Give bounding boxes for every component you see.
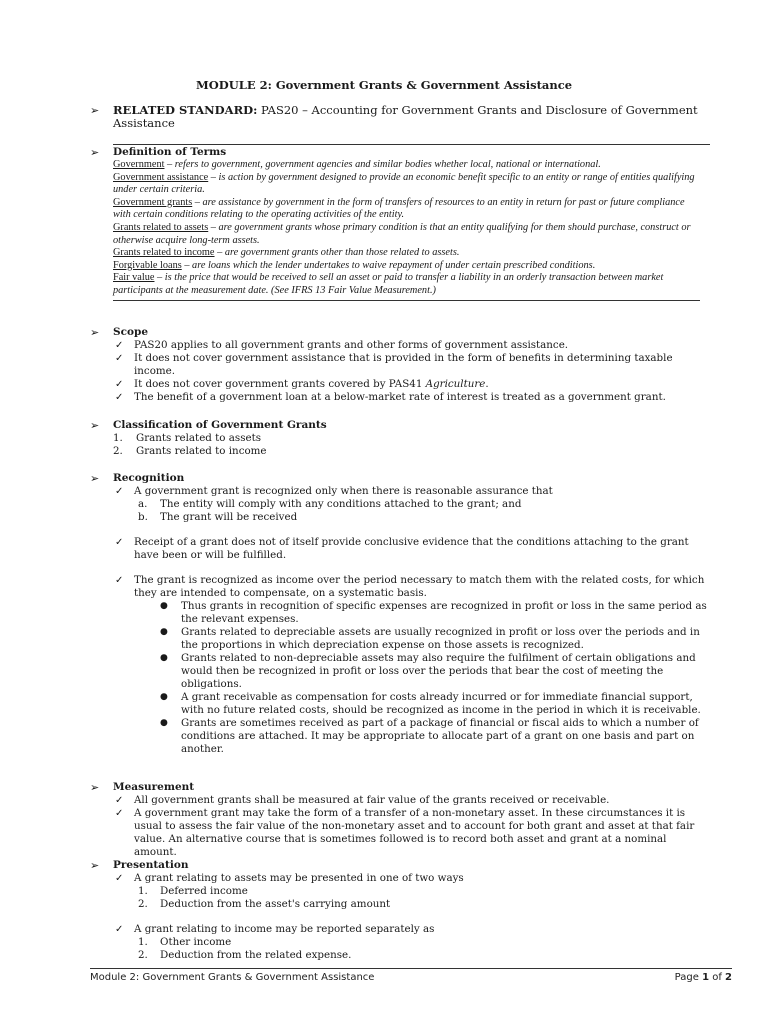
check-icon: ✓ — [115, 353, 124, 364]
related-standard-text: PAS20 – Accounting for Government Grants and Disclosure of Government Assistance — [113, 103, 698, 130]
definition-text: – are assistance by government in the form of transfers of resources to an entity in return for past or future compliance with certain conditions relating to the operating activities of the entity. — [113, 196, 685, 221]
definition-term: Government assistance — [113, 171, 209, 183]
presentation-subitem: 2. Deduction from the related expense. — [138, 949, 352, 961]
bullet-icon: ● — [160, 718, 168, 728]
measurement-heading: Measurement — [113, 781, 195, 793]
measurement-item: ✓ All government grants shall be measured at fair value of the grants received or receivable. — [115, 794, 610, 806]
recognition-bullet: ● Grants related to non-depreciable assets may also require the fulfilment of certain obligations and would then be recognized in profit or loss over the periods that bear the cost of meeting the obligations. — [160, 652, 696, 690]
recognition-item: ✓ The grant is recognized as income over the period necessary to match them with the related costs, for which they are intended to compensate, on a systematic basis. — [115, 574, 705, 599]
definition-term: Government grants — [113, 196, 193, 208]
page-footer — [90, 968, 732, 983]
related-standard-label: RELATED STANDARD: — [113, 103, 258, 117]
page-number: Page 1 of 2 — [674, 972, 732, 983]
page-title: MODULE 2: Government Grants & Government Assistance — [195, 78, 573, 92]
presentation-subitem: 1. Deferred income — [138, 885, 248, 897]
check-icon: ✓ — [115, 795, 124, 806]
scope-item: ✓ It does not cover government assistance that is provided in the form of benefits in determining taxable income. — [115, 352, 673, 377]
recognition-section — [90, 472, 710, 756]
arrow-bullet-icon: ➢ — [90, 781, 100, 794]
presentation-section — [90, 859, 710, 962]
check-icon: ✓ — [115, 486, 124, 497]
classification-item: 2. Grants related to income — [113, 445, 267, 457]
definition-term: Forgivable loans — [113, 259, 182, 271]
recognition-bullet: ● A grant receivable as compensation for costs already incurred or for immediate financial support, with no future related costs, should be recognized as income in the period in which it is receivable. — [160, 691, 701, 716]
definition-text: – are government grants whose primary condition is that an entity qualifying for them should purchase, construct or otherwise acquire long-term assets. — [113, 221, 691, 246]
recognition-bullet: ● Grants are sometimes received as part of a package of financial or fiscal aids to which a number of conditions are attached. It may be appropriate to allocate part of a grant on one basis and part on another. — [160, 717, 699, 755]
definition-term: Government — [113, 159, 165, 170]
check-icon: ✓ — [115, 340, 124, 351]
bullet-icon: ● — [160, 627, 168, 637]
related-standard-section — [90, 104, 710, 130]
arrow-bullet-icon: ➢ — [90, 472, 100, 485]
presentation-subitem: 2. Deduction from the asset's carrying amount — [138, 898, 391, 910]
recognition-subitem: a. The entity will comply with any conditions attached to the grant; and — [138, 498, 522, 510]
bullet-icon: ● — [160, 601, 168, 611]
scope-heading: Scope — [113, 326, 149, 338]
scope-item: ✓ The benefit of a government loan at a below-market rate of interest is treated as a government grant. — [115, 391, 666, 403]
scope-item: ✓ PAS20 applies to all government grants and other forms of government assistance. — [115, 339, 569, 351]
measurement-item: ✓ A government grant may take the form of a transfer of a non-monetary asset. In these circumstances it is usual to assess the fair value of the non-monetary asset and to account for both grant and asset at that fair value. An alternative course that is sometimes followed is to record both asset and grant at a nominal amount. — [115, 807, 695, 858]
scope-item: ✓ It does not cover government grants covered by PAS41 Agriculture. — [115, 378, 489, 390]
arrow-bullet-icon: ➢ — [90, 859, 100, 872]
recognition-item: ✓ A government grant is recognized only when there is reasonable assurance that — [115, 485, 553, 497]
classification-section — [90, 419, 710, 458]
measurement-section — [90, 781, 710, 859]
presentation-item: ✓ A grant relating to assets may be presented in one of two ways — [115, 872, 464, 884]
definition-text: – is action by government designed to provide an economic benefit specific to an entity or range of entities qualifying under certain criteria. — [113, 171, 695, 196]
definition-term: Fair value — [113, 272, 155, 284]
definition-term: Grants related to income — [113, 247, 215, 259]
definition-item — [113, 159, 700, 172]
bullet-icon: ● — [160, 653, 168, 663]
definitions-section — [90, 146, 710, 301]
check-icon: ✓ — [115, 924, 124, 935]
bullet-icon: ● — [160, 692, 168, 702]
arrow-bullet-icon: ➢ — [90, 104, 100, 117]
classification-heading: Classification of Government Grants — [113, 419, 327, 431]
definition-item — [113, 222, 700, 247]
arrow-bullet-icon: ➢ — [90, 326, 100, 339]
recognition-bullet: ● Grants related to depreciable assets are usually recognized in profit or loss over the periods and in the proportions in which depreciation expense on those assets is recognized. — [160, 626, 700, 651]
check-icon: ✓ — [115, 392, 124, 403]
definition-item — [113, 197, 700, 222]
check-icon: ✓ — [115, 537, 124, 548]
check-icon: ✓ — [115, 379, 124, 390]
check-icon: ✓ — [115, 808, 124, 819]
recognition-heading: Recognition — [113, 472, 185, 484]
presentation-item: ✓ A grant relating to income may be reported separately as — [115, 923, 435, 935]
definition-term: Grants related to assets — [113, 221, 209, 233]
recognition-item: ✓ Receipt of a grant does not of itself provide conclusive evidence that the conditions attaching to the grant have been or will be fulfilled. — [115, 536, 689, 561]
definition-text: – is the price that would be received to sell an asset or paid to transfer a liability in an orderly transaction between market participants at the measurement date. (See IFRS 13 Fair Value Measurement.) — [113, 272, 664, 296]
check-icon: ✓ — [115, 575, 124, 586]
definition-item — [113, 260, 700, 273]
definition-item — [113, 272, 700, 297]
definitions-top-rule — [113, 144, 710, 145]
presentation-subitem: 1. Other income — [138, 936, 232, 948]
footer-module-title: Module 2: Government Grants & Government Assistance — [90, 972, 375, 983]
definition-item — [113, 247, 700, 260]
definition-text: – are government grants other than those related to assets. — [214, 247, 460, 259]
check-icon: ✓ — [115, 873, 124, 884]
definition-text: – refers to government, government agencies and similar bodies whether local, national or international. — [164, 159, 601, 170]
arrow-bullet-icon: ➢ — [90, 419, 100, 432]
recognition-subitem: b. The grant will be received — [138, 511, 298, 523]
arrow-bullet-icon: ➢ — [90, 146, 100, 159]
definitions-heading: Definition of Terms — [113, 146, 227, 158]
scope-section — [90, 326, 710, 404]
classification-item: 1. Grants related to assets — [113, 432, 261, 444]
presentation-heading: Presentation — [113, 859, 189, 871]
definition-text: – are loans which the lender undertakes to waive repayment of under certain prescribed conditions. — [181, 259, 596, 271]
definitions-list — [113, 159, 700, 301]
recognition-bullet: ● Thus grants in recognition of specific expenses are recognized in profit or loss in the same period as the relevant expenses. — [160, 600, 707, 625]
definition-item — [113, 172, 700, 197]
